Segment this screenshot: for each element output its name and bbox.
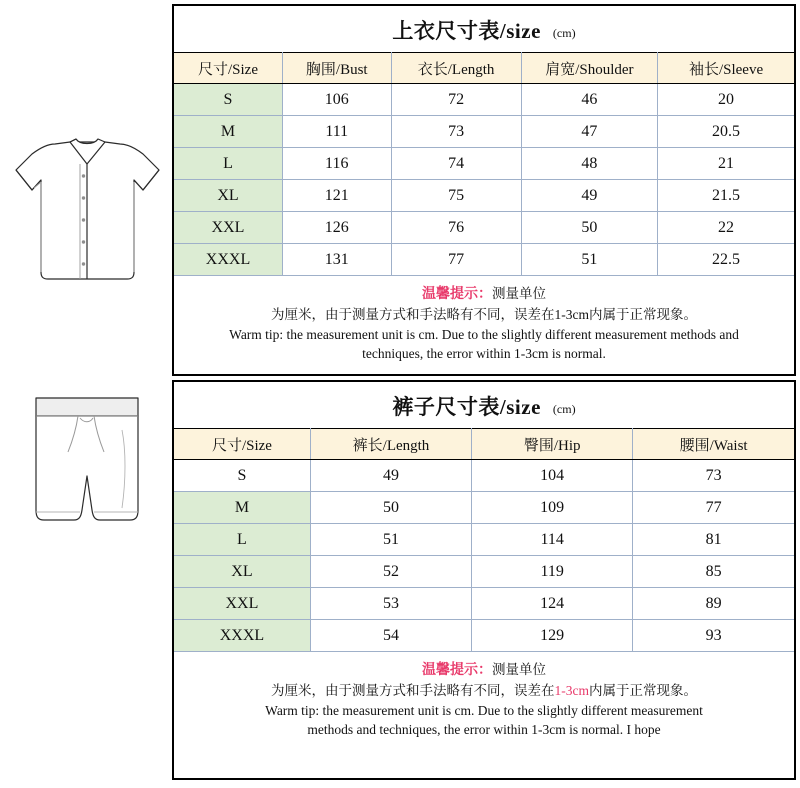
cell-bust: 106	[283, 84, 392, 116]
cell-shoulder: 49	[521, 180, 657, 212]
bottom-table-note	[174, 652, 794, 744]
size-label: M	[174, 116, 283, 148]
cell-shoulder: 51	[521, 244, 657, 276]
cell-shoulder: 47	[521, 116, 657, 148]
cell-shoulder: 46	[521, 84, 657, 116]
column-header: 尺寸/Size	[174, 53, 283, 84]
cell-length: 72	[391, 84, 521, 116]
size-label: XXL	[174, 588, 310, 620]
size-label: XXXL	[174, 620, 310, 652]
cell-waist: 89	[633, 588, 794, 620]
cell-length: 52	[310, 556, 471, 588]
top-table-unit: (cm)	[552, 25, 576, 40]
table-row	[174, 620, 794, 652]
column-header: 衣长/Length	[391, 53, 521, 84]
cell-bust: 111	[283, 116, 392, 148]
warm-tip-label: 温馨提示：	[422, 287, 492, 302]
top-size-panel	[172, 4, 796, 376]
cell-sleeve: 21	[658, 148, 794, 180]
bottom-table-unit: (cm)	[552, 401, 576, 416]
note-line-warm	[200, 660, 768, 681]
column-header: 尺寸/Size	[174, 429, 310, 460]
table-row	[174, 212, 794, 244]
size-label: L	[174, 524, 310, 556]
size-label: M	[174, 492, 310, 524]
column-header: 腰围/Waist	[633, 429, 794, 460]
note-line-cn: 为厘米，由于测量方式和手法略有不同，误差在1-3cm内属于正常现象。	[271, 307, 697, 323]
illustration-column	[0, 0, 172, 788]
size-label: XL	[174, 556, 310, 588]
cell-shoulder: 50	[521, 212, 657, 244]
table-row	[174, 492, 794, 524]
table-header-row	[174, 53, 794, 84]
top-table-note	[174, 276, 794, 368]
size-label: XXL	[174, 212, 283, 244]
column-header: 胸围/Bust	[283, 53, 392, 84]
table-row	[174, 556, 794, 588]
column-header: 袖长/Sleeve	[658, 53, 794, 84]
cell-sleeve: 20	[658, 84, 794, 116]
note-cn-pre: 为厘米，由于测量方式和手法略有不同，误差在	[271, 683, 555, 699]
cell-waist: 77	[633, 492, 794, 524]
cell-bust: 126	[283, 212, 392, 244]
bottom-size-panel	[172, 380, 796, 780]
table-row	[174, 588, 794, 620]
cell-hip: 124	[472, 588, 633, 620]
top-table-title-text: 上衣尺寸表/size	[392, 19, 541, 43]
cell-length: 75	[391, 180, 521, 212]
table-row	[174, 148, 794, 180]
cell-length: 53	[310, 588, 471, 620]
note-line-warm	[200, 284, 768, 305]
bottom-table-title-text: 裤子尺寸表/size	[392, 395, 541, 419]
note-line-cn	[200, 681, 768, 701]
cell-length: 76	[391, 212, 521, 244]
cell-length: 49	[310, 460, 471, 492]
column-header: 肩宽/Shoulder	[521, 53, 657, 84]
cell-sleeve: 21.5	[658, 180, 794, 212]
top-table-title	[174, 6, 794, 52]
cell-hip: 119	[472, 556, 633, 588]
cell-length: 77	[391, 244, 521, 276]
cell-hip: 114	[472, 524, 633, 556]
size-label: XL	[174, 180, 283, 212]
table-row	[174, 460, 794, 492]
table-row	[174, 524, 794, 556]
cell-hip: 104	[472, 460, 633, 492]
cell-hip: 129	[472, 620, 633, 652]
size-label: XXXL	[174, 244, 283, 276]
note-unit-cn: 测量单位	[492, 662, 546, 677]
cell-length: 50	[310, 492, 471, 524]
note-line-en-1: Warm tip: the measurement unit is cm. Due to the slightly different measurement	[265, 702, 703, 718]
note-unit-cn: 测量单位	[492, 286, 546, 301]
note-line-en-2: methods and techniques, the error within 1-3cm is normal. I hope	[307, 722, 661, 738]
bottom-table-title	[174, 382, 794, 428]
note-cn-post: 内属于正常现象。	[589, 683, 697, 699]
table-row	[174, 116, 794, 148]
note-line-en-2: techniques, the error within 1-3cm is normal.	[362, 346, 606, 362]
cell-length: 54	[310, 620, 471, 652]
top-size-table	[174, 52, 794, 276]
cell-waist: 85	[633, 556, 794, 588]
cell-length: 74	[391, 148, 521, 180]
cell-shoulder: 48	[521, 148, 657, 180]
cell-hip: 109	[472, 492, 633, 524]
bottom-size-table	[174, 428, 794, 652]
table-row	[174, 180, 794, 212]
note-line-en-1: Warm tip: the measurement unit is cm. Due to the slightly different measurement methods and	[229, 326, 739, 342]
cell-waist: 73	[633, 460, 794, 492]
cell-waist: 81	[633, 524, 794, 556]
column-header: 裤长/Length	[310, 429, 471, 460]
size-label: L	[174, 148, 283, 180]
shirt-illustration	[10, 130, 165, 290]
cell-length: 73	[391, 116, 521, 148]
table-row	[174, 244, 794, 276]
cell-bust: 121	[283, 180, 392, 212]
note-cn-highlight: 1-3cm	[554, 683, 589, 699]
shorts-illustration	[22, 390, 152, 570]
column-header: 臀围/Hip	[472, 429, 633, 460]
cell-bust: 131	[283, 244, 392, 276]
cell-sleeve: 22.5	[658, 244, 794, 276]
cell-sleeve: 22	[658, 212, 794, 244]
table-header-row	[174, 429, 794, 460]
size-label: S	[174, 84, 283, 116]
cell-sleeve: 20.5	[658, 116, 794, 148]
cell-bust: 116	[283, 148, 392, 180]
cell-waist: 93	[633, 620, 794, 652]
size-label: S	[174, 460, 310, 492]
warm-tip-label: 温馨提示：	[422, 663, 492, 678]
table-row	[174, 84, 794, 116]
cell-length: 51	[310, 524, 471, 556]
